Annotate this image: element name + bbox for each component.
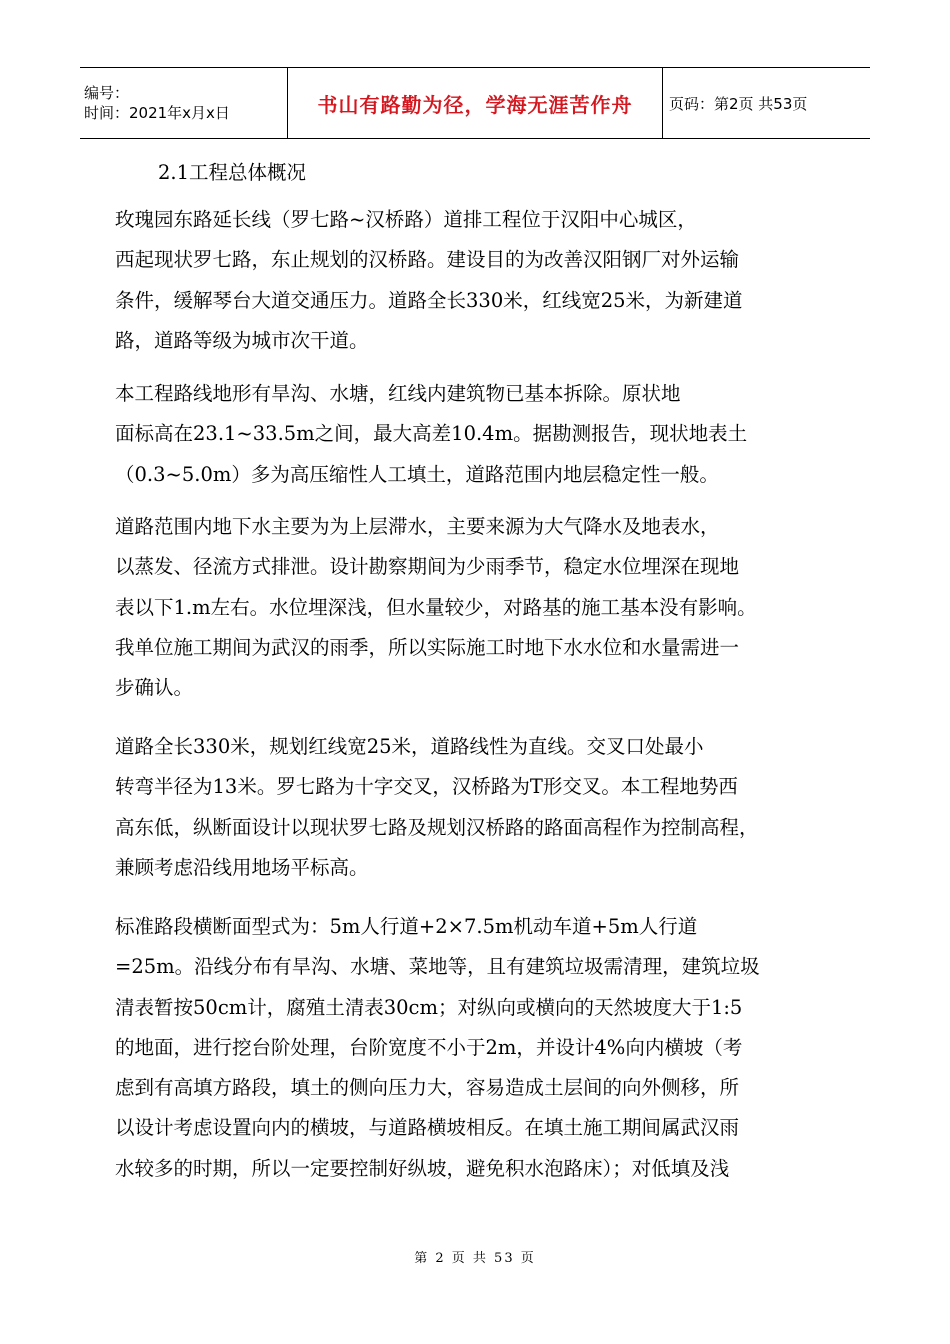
paragraph-line: 面标高在23.1~33.5m之间，最大高差10.4m。据勘测报告，现状地表土 <box>115 422 748 446</box>
paragraph-line: 高东低，纵断面设计以现状罗七路及规划汉桥路的路面高程作为控制高程， <box>115 815 759 839</box>
page-header <box>80 67 870 139</box>
paragraph-line: 兼顾考虑沿线用地场平标高。 <box>115 855 369 879</box>
paragraph-2 <box>115 374 835 495</box>
paragraph-4 <box>115 727 835 888</box>
paragraph-line: 道路范围内地下水主要为为上层滞水，主要来源为大气降水及地表水， <box>115 515 720 538</box>
paragraph-line: 路，道路等级为城市次干道。 <box>115 328 369 352</box>
paragraph-line: 表以下1.m左右。水位埋深浅，但水量较少，对路基的施工基本没有影响。 <box>115 595 757 619</box>
paragraph-line: 转弯半径为13米。罗七路为十字交叉，汉桥路为T形交叉。本工程地势西 <box>115 775 738 799</box>
paragraph-line: 以设计考虑设置向内的横坡，与道路横坡相反。在填土施工期间属武汉雨 <box>115 1116 740 1140</box>
paragraph-line: （0.3~5.0m）多为高压缩性人工填土，道路范围内地层稳定性一般。 <box>115 462 719 486</box>
motto-text: 书山有路勤为径，学海无涯苦作舟 <box>317 92 633 117</box>
paragraph-line: =25m。沿线分布有旱沟、水塘、菜地等，且有建筑垃圾需清理，建筑垃圾 <box>115 955 760 979</box>
paragraph-5 <box>115 907 835 1189</box>
paragraph-line: 标准路段横断面型式为：5m人行道+2×7.5m机动车道+5m人行道 <box>115 915 698 938</box>
paragraph-line: 道路全长330米，规划红线宽25米，道路线性为直线。交叉口处最小 <box>115 735 704 758</box>
paragraph-line: 清表暂按50cm计，腐殖土清表30cm；对纵向或横向的天然坡度大于1:5 <box>115 995 743 1019</box>
page-footer: 第 2 页 共 53 页 <box>414 1251 536 1266</box>
paragraph-3 <box>115 507 835 708</box>
paragraph-line: 我单位施工期间为武汉的雨季，所以实际施工时地下水水位和水量需进一 <box>115 635 740 659</box>
paragraph-line: 以蒸发、径流方式排泄。设计勘察期间为少雨季节，稳定水位埋深在现地 <box>115 555 740 579</box>
document-time: 时间：2021年x月x日 <box>84 104 230 122</box>
paragraph-line: 本工程路线地形有旱沟、水塘，红线内建筑物已基本拆除。原状地 <box>115 382 681 405</box>
paragraph-line: 步确认。 <box>115 676 194 700</box>
page-info: 页码：第2页 共53页 <box>669 94 808 113</box>
header-motto-cell <box>287 68 663 138</box>
header-meta <box>80 68 287 138</box>
paragraph-line: 虑到有高填方路段，填土的侧向压力大，容易造成土层间的向外侧移，所 <box>115 1076 740 1100</box>
paragraph-line: 条件，缓解琴台大道交通压力。道路全长330米，红线宽25米，为新建道 <box>115 288 743 312</box>
paragraph-line: 玫瑰园东路延长线（罗七路~汉桥路）道排工程位于汉阳中心城区， <box>115 208 697 231</box>
section-title: 2.1工程总体概况 <box>158 161 307 184</box>
paragraph-line: 水较多的时期，所以一定要控制好纵坡，避免积水泡路床）；对低填及浅 <box>115 1156 730 1180</box>
paragraph-line: 西起现状罗七路，东止规划的汉桥路。建设目的为改善汉阳钢厂对外运输 <box>115 248 740 272</box>
paragraph-1 <box>115 200 835 361</box>
paragraph-line: 的地面，进行挖台阶处理，台阶宽度不小于2m，并设计4%向内横坡（考 <box>115 1035 743 1059</box>
document-number-label: 编号： <box>84 84 130 102</box>
header-page-info-cell <box>663 68 870 138</box>
